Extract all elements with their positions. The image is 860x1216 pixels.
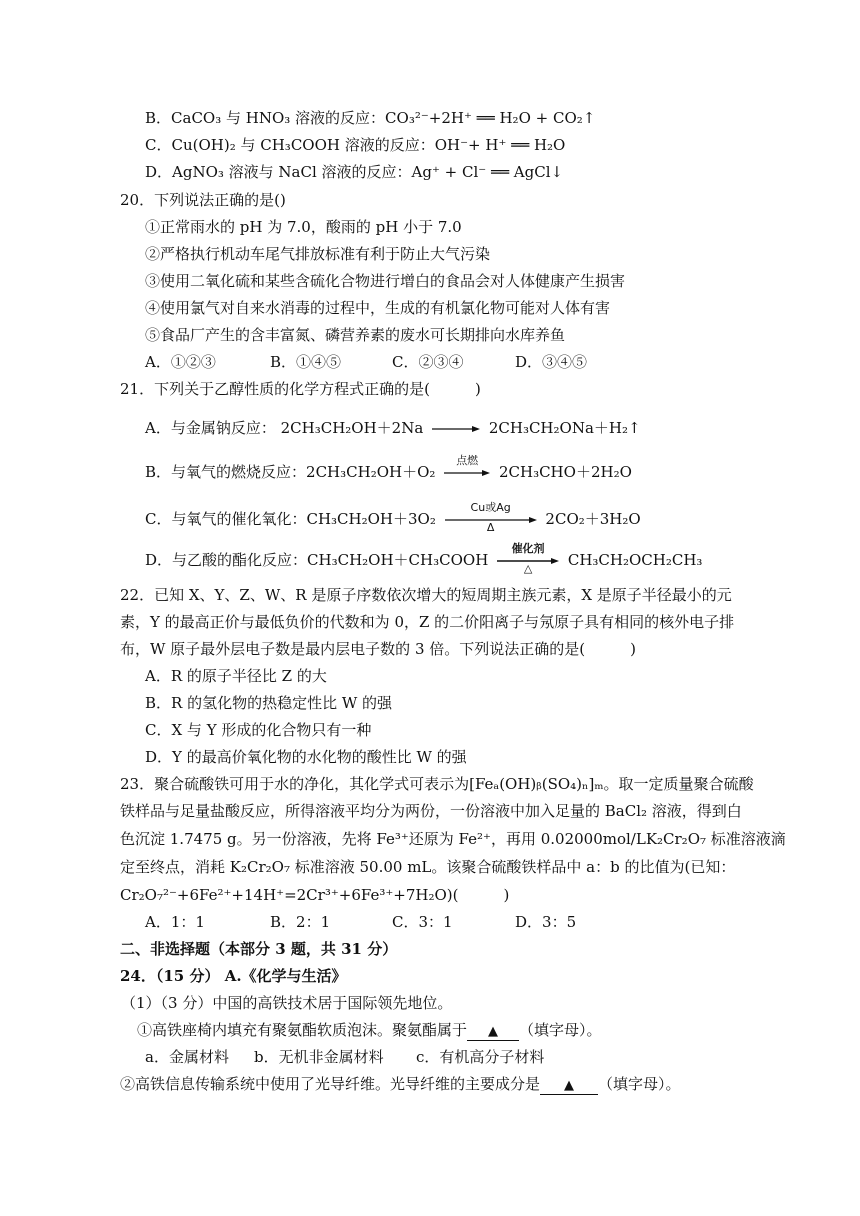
q21-d-reactants: D．与乙酸的酯化反应：CH₃CH₂OH＋CH₃COOH	[145, 551, 489, 569]
q20-item-4: ④使用氯气对自来水消毒的过程中，生成的有机氯化物可能对人体有害	[145, 299, 611, 317]
q21-c-condition-top: Cu或Ag	[470, 501, 511, 514]
q20-item-5: ⑤食品厂产生的含丰富氮、磷营养素的废水可长期排向水库养鱼	[145, 326, 566, 344]
q23-options	[145, 912, 576, 932]
section-heading: 二、非选择题（本部分 3 题，共 31 分）	[120, 940, 398, 958]
q23-line-4: 定至终点，消耗 K₂Cr₂O₇ 标准溶液 50.00 mL。该聚合硫酸铁样品中 a：b 的比值为(已知：	[120, 858, 736, 876]
q21-option-c	[145, 501, 641, 534]
q24-sub1: （1）（3 分）中国的高铁技术居于国际领先地位。	[121, 994, 453, 1012]
q24-item1-options	[145, 1047, 544, 1067]
q20-options	[145, 352, 587, 372]
q22-line-2: 素，Y 的最高正价与最低负价的代数和为 0，Z 的二价阳离子与氖原子具有相同的核外电子排	[120, 613, 735, 631]
q24-item-1	[137, 1020, 602, 1041]
q20-option-d: D．③④⑤	[515, 353, 588, 371]
q21-a-products: 2CH₃CH₂ONa＋H₂↑	[488, 419, 641, 437]
q22-line-3: 布，W 原子最外层电子数是最内层电子数的 3 倍。下列说法正确的是( )	[120, 640, 636, 658]
q23-option-a: A．1：1	[145, 913, 205, 931]
q21-b-condition: 点燃	[456, 454, 479, 467]
q19-option-c: C．Cu(OH)₂ 与 CH₃COOH 溶液的反应：OH⁻+ H⁺ ══ H₂O	[145, 136, 566, 154]
q21-c-products: 2CO₂＋3H₂O	[545, 510, 641, 528]
q21-option-b	[145, 454, 632, 482]
q23-line-5: Cr₂O₇²⁻+6Fe²⁺+14H⁺=2Cr³⁺+6Fe³⁺+7H₂O)( )	[120, 886, 510, 904]
q21-option-a	[145, 418, 641, 438]
q21-option-d	[145, 542, 703, 575]
q24-item1-suffix: （填字母）。	[519, 1021, 602, 1039]
reaction-arrow-icon	[444, 454, 490, 478]
q24-item-2	[120, 1074, 681, 1095]
q19-option-d: D．AgNO₃ 溶液与 NaCl 溶液的反应：Ag⁺ + Cl⁻ ══ AgCl↓	[145, 163, 564, 181]
q21-d-condition-bottom: △	[523, 562, 533, 575]
q20-option-a: A．①②③	[145, 353, 216, 371]
q24-item1-text: ①高铁座椅内填充有聚氨酯软质泡沫。聚氨酯属于	[137, 1021, 468, 1039]
reaction-arrow-icon	[445, 501, 537, 534]
reaction-arrow-icon	[497, 542, 559, 575]
q24-title: 24．（15 分） A.《化学与生活》	[120, 967, 347, 985]
q21-b-products: 2CH₃CHO＋2H₂O	[498, 463, 632, 481]
q22-line-1: 22．已知 X、Y、Z、W、R 是原子序数依次增大的短周期主族元素，X 是原子半径最小的元	[120, 586, 732, 604]
q23-line-1: 23．聚合硫酸铁可用于水的净化，其化学式可表示为[Feₐ(OH)ᵦ(SO₄)ₙ]ₘ。取一定质量聚合硫酸	[120, 775, 754, 793]
q24-option-c: c．有机高分子材料	[416, 1048, 545, 1066]
q22-option-a: A．R 的原子半径比 Z 的大	[145, 667, 327, 685]
q23-line-2: 铁样品与足量盐酸反应，所得溶液平均分为两份，一份溶液中加入足量的 BaCl₂ 溶液，得到白	[120, 802, 742, 820]
q22-option-b: B．R 的氢化物的热稳定性比 W 的强	[145, 694, 393, 712]
q20-item-1: ①正常雨水的 pH 为 7.0，酸雨的 pH 小于 7.0	[145, 218, 462, 236]
q20-item-2: ②严格执行机动车尾气排放标准有利于防止大气污染	[145, 245, 491, 263]
q21-c-reactants: C．与氧气的催化氧化：CH₃CH₂OH＋3O₂	[145, 510, 436, 528]
q20-item-3: ③使用二氧化硫和某些含硫化合物进行增白的食品会对人体健康产生损害	[145, 272, 626, 290]
q21-d-condition-top: 催化剂	[511, 542, 545, 555]
q21-c-condition-bottom: Δ	[486, 521, 495, 534]
q23-option-c: C．3：1	[392, 913, 453, 931]
q21-a-reactants: A．与金属钠反应： 2CH₃CH₂OH＋2Na	[145, 419, 424, 437]
answer-blank-2[interactable]: ▲	[540, 1078, 598, 1095]
q23-option-b: B．2：1	[270, 913, 331, 931]
q24-item2-suffix: （填字母）。	[598, 1075, 681, 1093]
q21-d-products: CH₃CH₂OCH₂CH₃	[567, 551, 703, 569]
q21-b-reactants: B．与氧气的燃烧反应：2CH₃CH₂OH＋O₂	[145, 463, 436, 481]
q23-line-3: 色沉淀 1.7475 g。另一份溶液，先将 Fe³⁺还原为 Fe²⁺，再用 0.02000mol/LK₂Cr₂O₇ 标准溶液滴	[120, 830, 786, 848]
q22-option-d: D．Y 的最高价氧化物的水化物的酸性比 W 的强	[145, 748, 467, 766]
q19-option-b: B．CaCO₃ 与 HNO₃ 溶液的反应：CO₃²⁻+2H⁺ ══ H₂O + CO₂↑	[145, 109, 596, 127]
q22-option-c: C．X 与 Y 形成的化合物只有一种	[145, 721, 372, 739]
q20-option-b: B．①④⑤	[270, 353, 342, 371]
q21-stem: 21．下列关于乙醇性质的化学方程式正确的是( )	[120, 380, 481, 398]
reaction-arrow-icon	[432, 424, 480, 434]
q20-stem: 20．下列说法正确的是()	[120, 191, 286, 209]
q23-option-d: D．3：5	[515, 913, 577, 931]
answer-blank-1[interactable]: ▲	[467, 1024, 519, 1041]
q24-option-b: b．无机非金属材料	[254, 1048, 384, 1066]
q24-item2-text: ②高铁信息传输系统中使用了光导纤维。光导纤维的主要成分是	[120, 1075, 541, 1093]
q20-option-c: C．②③④	[392, 353, 464, 371]
q24-option-a: a．金属材料	[145, 1048, 229, 1066]
